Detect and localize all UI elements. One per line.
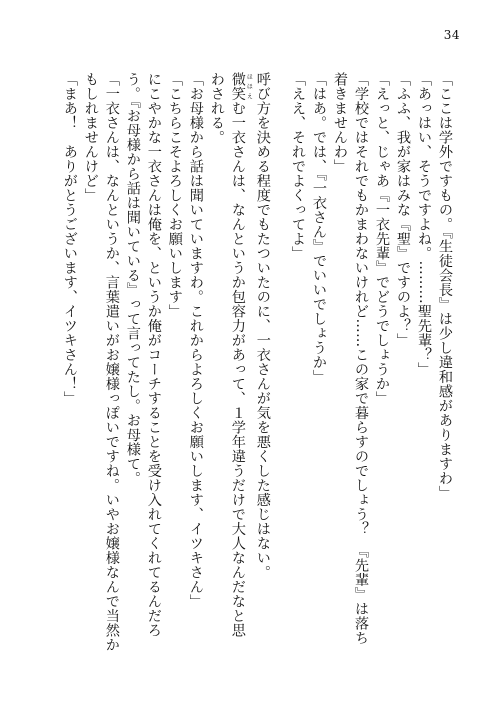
text-line: もしれませんけど」 (82, 72, 99, 203)
ruby-base: 微笑 (229, 72, 246, 101)
text-line: にこやかな一衣さんは俺を、というか俺がコーチすることを受け入れてくれてるんだろ (145, 72, 162, 638)
text-line: 呼び方を決める程度でもたついたのに、一衣さんが気を悪くした感じはない。 (254, 72, 271, 580)
text-line: 「あっはい、そうですよね。………聖先輩？」 (416, 72, 432, 377)
text-line: う。『お母様から話は聞いている』って言ってたし。お母様て。 (124, 72, 141, 486)
text-line: 「ええ、それでよくってよ」 (290, 72, 306, 261)
text-line: 「まあ！ ありがとうございます、イツキさん！」 (61, 72, 78, 406)
ruby-line-rest: む一衣さんは、なんというか包容力があって、１学年違うだけで大人なんだなと思 (229, 101, 246, 638)
text-line: 「こちらこそよろしくお願いします」 (166, 72, 183, 319)
text-line: 「はあ。では、『一衣さん』でいいでしょうか」 (311, 72, 327, 384)
text-line-with-ruby (227, 72, 252, 682)
text-line: 「ふふ、我が家はみな『聖』ですのよ？」 (395, 72, 411, 348)
text-line: 「ここは学外ですもの。『生徒会長』は少し違和感がありますわ」 (437, 72, 453, 500)
vertical-text-body (59, 72, 455, 682)
ruby-word (229, 72, 253, 101)
ruby-reading: ほほえ (245, 72, 253, 101)
text-line: 「えっと、じゃあ『一衣先輩』でどうでしょうか」 (374, 72, 390, 406)
page-number: 34 (443, 28, 460, 42)
text-line: 「学校ではそれでもかまわないけれど……この家で暮らすのでしょう？ 『先輩』は落ち (353, 72, 369, 645)
text-line: 着きませんわ」 (332, 72, 348, 174)
text-line: 「一衣さんは、なんというか、言葉遣いがお嬢様っぽいですね。いやお嬢様なんで当然か (103, 72, 120, 652)
text-line: わされる。 (208, 72, 225, 145)
text-line: 「お母様から話は聞いていますわ。これからよろしくお願いします、イツキさん」 (187, 72, 204, 609)
